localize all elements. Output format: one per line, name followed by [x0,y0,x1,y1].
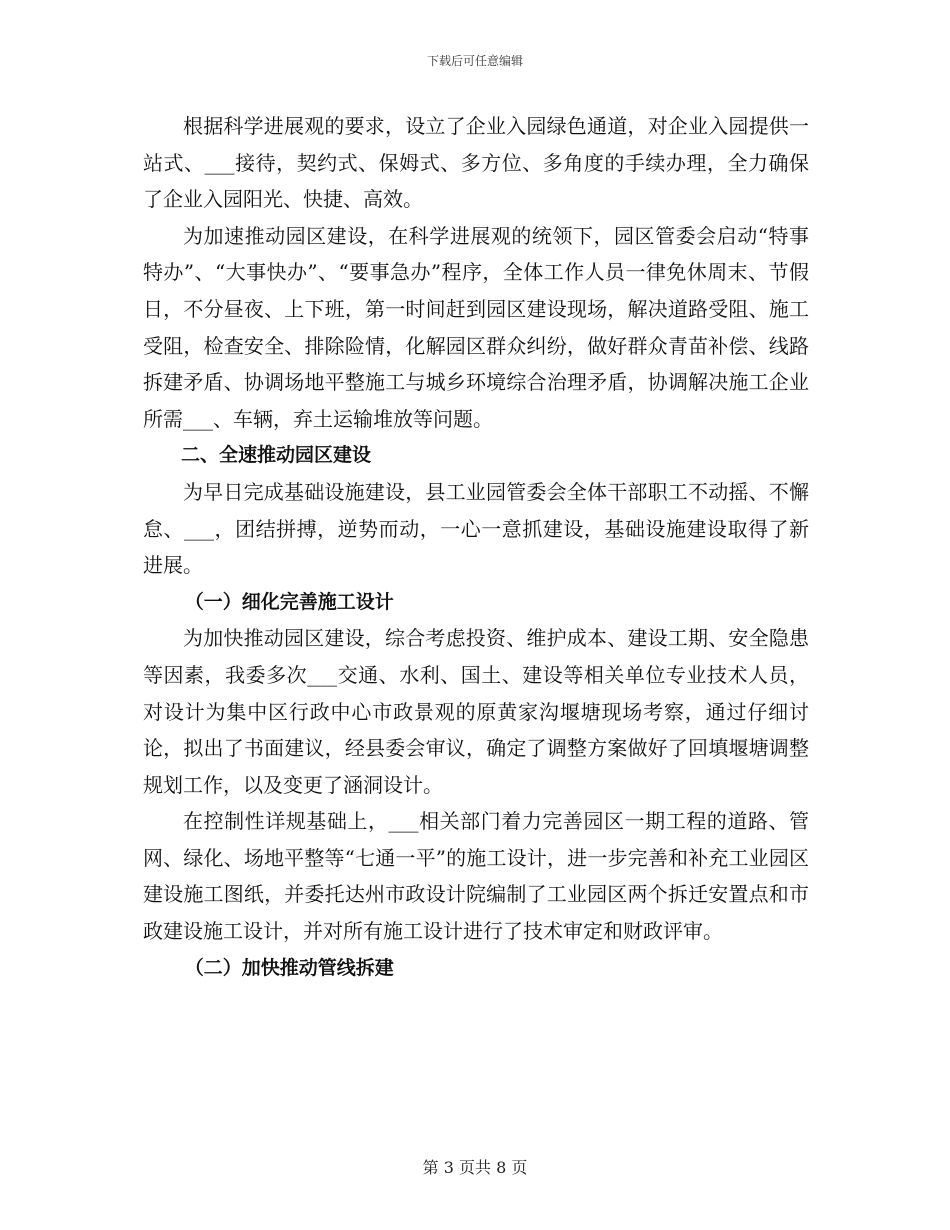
paragraph: 为加速推动园区建设，在科学进展观的统领下，园区管委会启动“特事特办”、“大事快办”、“要事急办”程序，全体工作人员一律免休周末、节假日，不分昼夜、上下班，第一时间赶到园区建设现场，解决道路受阻、施工受阻，检查安全、排除险情，化解园区群众纠纷，做好群众青苗补偿、线路拆建矛盾、协调场地平整施工与城乡环境综合治理矛盾，协调解决施工企业所需___、车辆，弃土运输堆放等问题。 [143,223,809,431]
subsection-heading: （二）加快推动管线拆建 [184,956,394,979]
section-heading: 二、全速推动园区建设 [181,444,372,467]
page-header: 下载后可任意编辑 [426,54,523,68]
page-footer: 第 3 页共 8 页 [422,1158,528,1177]
subsection-heading: （一）细化完善施工设计 [184,590,394,613]
paragraph: 为早日完成基础设施建设，县工业园管委会全体干部职工不动摇、不懈怠、___，团结拼搏，逆势而动，一心一意抓建设，基础设施建设取得了新进展。 [143,479,809,578]
document-body [143,108,809,986]
paragraph: 为加快推动园区建设，综合考虑投资、维护成本、建设工期、安全隐患等因素，我委多次___交通、水利、国土、建设等相关单位专业技术人员，对设计为集中区行政中心市政景观的原黄家沟堰塘现场考察，通过仔细讨论，拟出了书面建议，经县委会审议，确定了调整方案做好了回填堰塘调整规划工作，以及变更了涵洞设计。 [143,626,809,797]
paragraph: 根据科学进展观的要求，设立了企业入园绿色通道，对企业入园提供一站式、___接待，契约式、保姆式、多方位、多角度的手续办理，全力确保了企业入园阳光、快捷、高效。 [143,114,809,212]
paragraph: 在控制性详规基础上，___相关部门着力完善园区一期工程的道路、管网、绿化、场地平整等“七通一平”的施工设计，进一步完善和补充工业园区建设施工图纸，并委托达州市政设计院编制了工业园区两个拆迁安置点和市政建设施工设计，并对所有施工设计进行了技术审定和财政评审。 [143,809,809,944]
